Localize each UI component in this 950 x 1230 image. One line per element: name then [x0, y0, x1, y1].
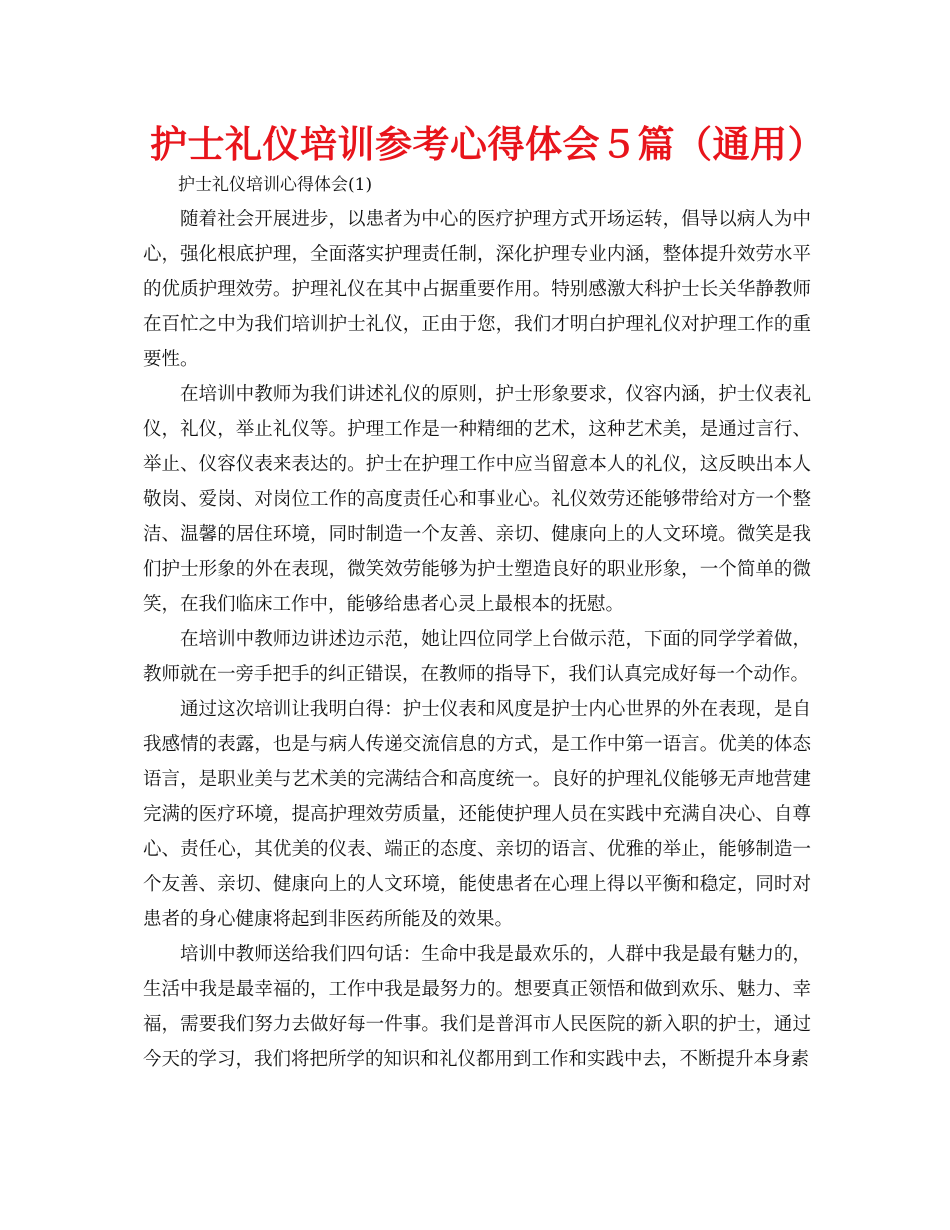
- paragraph: 随着社会开展进步，以患者为中心的医疗护理方式开场运转，倡导以病人为中心，强化根底护理，全面落实护理责任制，深化护理专业内涵，整体提升效劳水平的优质护理效劳。护理礼仪在其中占据重要作用。特别感激大科护士长关华静教师在百忙之中为我们培训护士礼仪，正由于您，我们才明白护理礼仪对护理工作的重要性。: [143, 209, 811, 370]
- paragraph: 培训中教师送给我们四句话：生命中我是最欢乐的，人群中我是最有魅力的，生活中我是最幸福的，工作中我是最努力的。想要真正领悟和做到欢乐、魅力、幸福，需要我们努力去做好每一件事。我们是普洱市人民医院的新入职的护士，通过今天的学习，我们将把所学的知识和礼仪都用到工作和实践中去，不断提升本身素: [143, 944, 811, 1070]
- paragraph: 通过这次培训让我明白得：护士仪表和风度是护士内心世界的外在表现，是自我感情的表露，也是与病人传递交流信息的方式，是工作中第一语言。优美的体态语言，是职业美与艺术美的完满结合和高度统一。良好的护理礼仪能够无声地营建完满的医疗环境，提高护理效劳质量，还能使护理人员在实践中充满自决心、自尊心、责任心，其优美的仪表、端正的态度、亲切的语言、优雅的举止，能够制造一个友善、亲切、健康向上的人文环境，能使患者在心理上得以平衡和稳定，同时对患者的身心健康将起到非医药所能及的效果。: [143, 699, 811, 930]
- section-subtitle: 护士礼仪培训心得体会(1): [178, 175, 373, 195]
- paragraph: 在培训中教师边讲述边示范，她让四位同学上台做示范，下面的同学学着做，教师就在一旁手把手的纠正错误，在教师的指导下，我们认真完成好每一个动作。: [143, 629, 811, 685]
- document-title: 护士礼仪培训参考心得体会５篇（通用）: [150, 123, 825, 166]
- paragraph: 在培训中教师为我们讲述礼仪的原则，护士形象要求，仪容内涵，护士仪表礼仪，礼仪，举止礼仪等。护理工作是一种精细的艺术，这种艺术美，是通过言行、举止、仪容仪表来表达的。护士在护理工作中应当留意本人的礼仪，这反映出本人敬岗、爱岗、对岗位工作的高度责任心和事业心。礼仪效劳还能够带给对方一个整洁、温馨的居住环境，同时制造一个友善、亲切、健康向上的人文环境。微笑是我们护士形象的外在表现，微笑效劳能够为护士塑造良好的职业形象，一个简单的微笑，在我们临床工作中，能够给患者心灵上最根本的抚慰。: [143, 384, 811, 615]
- document-body: [143, 202, 811, 1077]
